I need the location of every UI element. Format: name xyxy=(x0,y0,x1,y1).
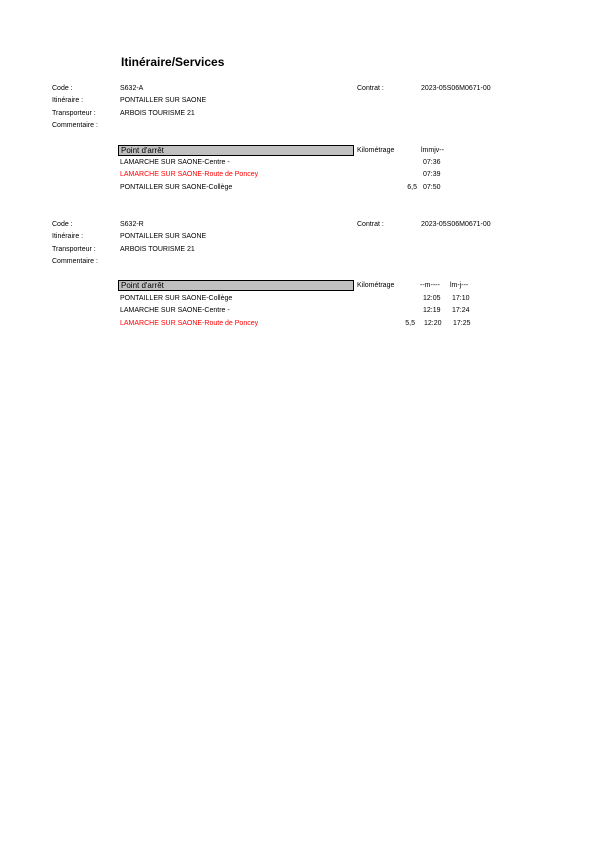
page-title: Itinéraire/Services xyxy=(121,55,225,69)
transporteur-label: Transporteur : xyxy=(52,246,96,253)
stop-time: 17:24 xyxy=(452,307,470,314)
point-arret-header: Point d'arrêt xyxy=(118,145,354,156)
stop-name: PONTAILLER SUR SAONE-Collège xyxy=(120,184,233,191)
stop-time: 07:36 xyxy=(423,159,441,166)
commentaire-label: Commentaire : xyxy=(52,258,98,265)
stop-time: 07:50 xyxy=(423,184,441,191)
stop-km: 6,5 xyxy=(407,184,417,191)
itineraire-value: PONTAILLER SUR SAONE xyxy=(120,97,207,104)
stop-time: 17:25 xyxy=(453,320,471,327)
stop-time: 12:19 xyxy=(423,307,441,314)
commentaire-label: Commentaire : xyxy=(52,122,98,129)
kilometrage-header: Kilométrage xyxy=(357,282,395,289)
stop-time: 17:10 xyxy=(452,295,470,302)
point-arret-header: Point d'arrêt xyxy=(118,280,354,291)
stop-name: PONTAILLER SUR SAONE-Collège xyxy=(120,295,233,302)
time-header: lm-j--- xyxy=(450,282,469,289)
kilometrage-header: Kilométrage xyxy=(357,147,395,154)
contrat-label: Contrat : xyxy=(357,221,384,228)
transporteur-value: ARBOIS TOURISME 21 xyxy=(120,110,195,117)
contrat-label: Contrat : xyxy=(357,85,384,92)
stop-name: LAMARCHE SUR SAONE-Centre - xyxy=(120,159,230,166)
stop-time: 07:39 xyxy=(423,171,441,178)
transporteur-value: ARBOIS TOURISME 21 xyxy=(120,246,195,253)
code-label: Code : xyxy=(52,221,73,228)
time-header: --m---- xyxy=(420,282,440,289)
stop-time: 12:05 xyxy=(423,295,441,302)
transporteur-label: Transporteur : xyxy=(52,110,96,117)
stop-name: LAMARCHE SUR SAONE-Centre - xyxy=(120,307,230,314)
stop-km: 5,5 xyxy=(405,320,415,327)
itineraire-value: PONTAILLER SUR SAONE xyxy=(120,233,207,240)
itineraire-label: Itinéraire : xyxy=(52,233,84,240)
stop-name: LAMARCHE SUR SAONE-Route de Poncey xyxy=(120,320,259,327)
service-code: S632-R xyxy=(120,221,144,228)
time-header: lmmjv-- xyxy=(421,147,444,154)
contrat-value: 2023-05S06M0671-00 xyxy=(421,85,491,92)
stop-name: LAMARCHE SUR SAONE-Route de Poncey xyxy=(120,171,259,178)
code-label: Code : xyxy=(52,85,73,92)
stop-time: 12:20 xyxy=(424,320,442,327)
service-code: S632-A xyxy=(120,85,144,92)
contrat-value: 2023-05S06M0671-00 xyxy=(421,221,491,228)
itineraire-label: Itinéraire : xyxy=(52,97,84,104)
